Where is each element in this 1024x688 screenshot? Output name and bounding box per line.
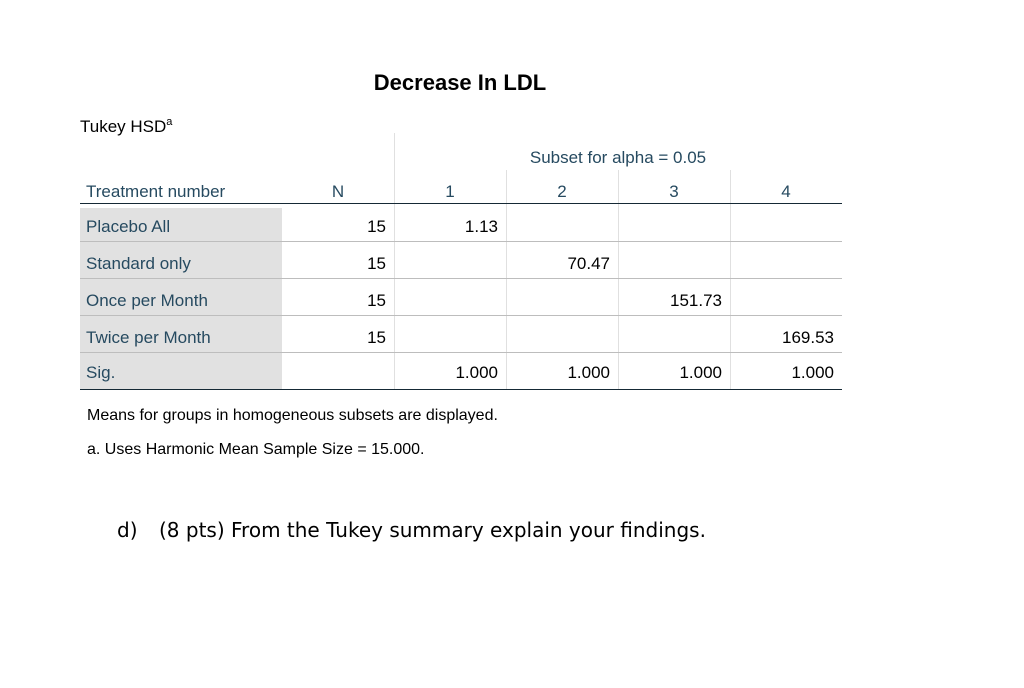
cell-sig-4: 1.000	[791, 363, 834, 382]
row-rule	[80, 352, 842, 353]
col-header-treatment: Treatment number	[86, 182, 226, 201]
col-header-subset-2: 2	[557, 182, 567, 201]
cell-sig-1: 1.000	[455, 363, 498, 382]
col-header-subset-1: 1	[445, 182, 455, 201]
question-label: d)	[117, 518, 138, 542]
cell-n: 15	[367, 291, 386, 310]
cell-n: 15	[367, 217, 386, 236]
row-label-twice-per-month: Twice per Month	[80, 319, 282, 356]
cell-subset-1: 1.13	[464, 217, 498, 236]
row-label-placebo-all: Placebo All	[80, 208, 282, 245]
header-rule	[80, 203, 842, 204]
question-text: (8 pts) From the Tukey summary explain your findings.	[159, 518, 706, 542]
tukey-table	[80, 133, 842, 390]
footnote-harmonic-mean: a. Uses Harmonic Mean Sample Size = 15.000.	[87, 441, 425, 458]
row-label-standard-only: Standard only	[80, 245, 282, 282]
cell-n: 15	[367, 254, 386, 273]
row-label-once-per-month: Once per Month	[80, 282, 282, 319]
table-title: Decrease In LDL	[373, 70, 547, 95]
row-rule	[80, 241, 842, 242]
subset-header: Subset for alpha = 0.05	[529, 148, 707, 167]
col-header-subset-4: 4	[781, 182, 791, 201]
row-rule	[80, 278, 842, 279]
question-d	[117, 518, 706, 542]
cell-subset-2: 70.47	[567, 254, 610, 273]
footnote-means: Means for groups in homogeneous subsets are displayed.	[87, 407, 498, 424]
col-header-n: N	[331, 182, 345, 201]
cell-subset-4: 169.53	[782, 328, 834, 347]
col-header-subset-3: 3	[669, 182, 679, 201]
bottom-rule	[80, 389, 842, 390]
row-label-sig: Sig.	[80, 355, 282, 390]
cell-n: 15	[367, 328, 386, 347]
cell-subset-3: 151.73	[670, 291, 722, 310]
footnote-marker: a	[166, 116, 173, 128]
cell-sig-3: 1.000	[679, 363, 722, 382]
cell-sig-2: 1.000	[567, 363, 610, 382]
row-rule	[80, 315, 842, 316]
test-method-label: Tukey HSD$^a$	[80, 116, 173, 136]
